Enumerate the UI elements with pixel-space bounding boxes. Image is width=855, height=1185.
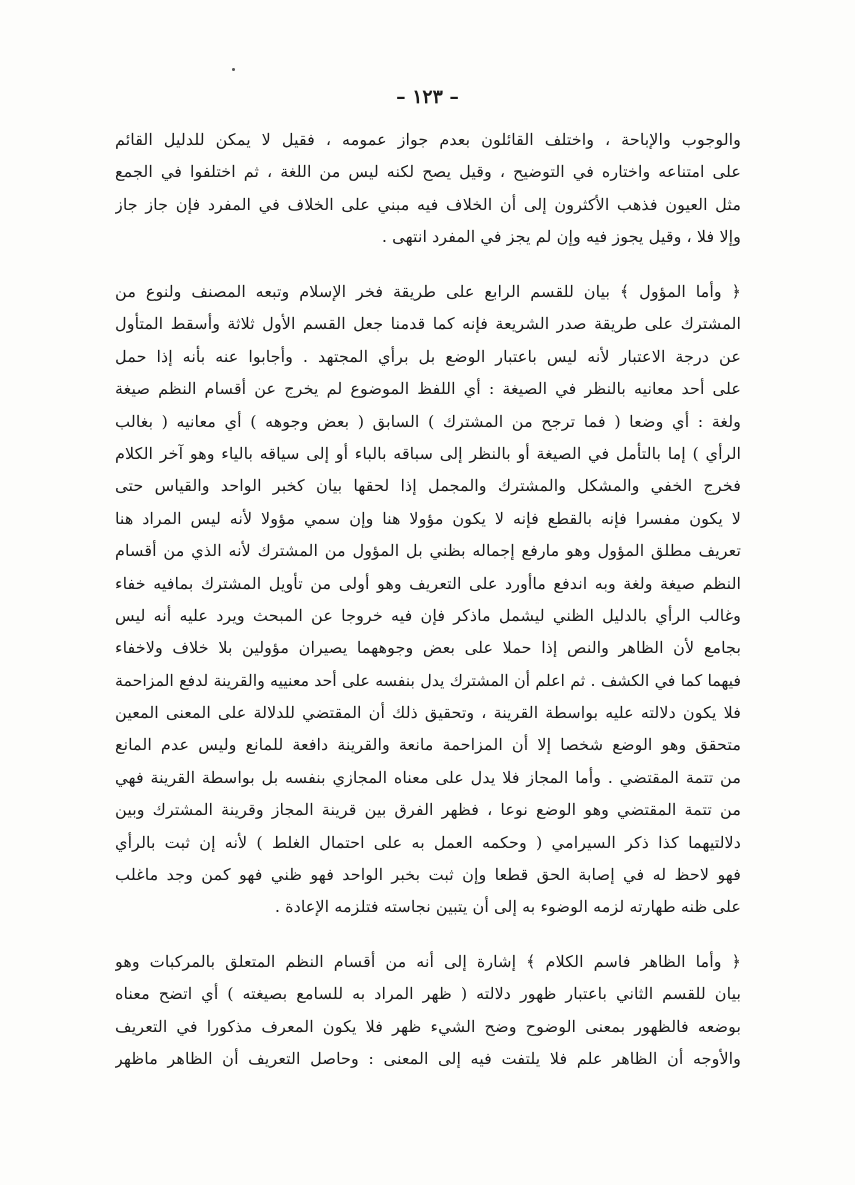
text-line: والوجوب والإباحة ، واختلف القائلون بعدم جواز عمومه ، فقيل لا يمكن للدليل القائم [115, 130, 741, 149]
text-line: وغالب الرأي بالدليل الظني ليشمل ماذكر فإن فيه خروجا عن المبحث ويرد عليه أنه ليس [115, 605, 741, 625]
text-line: على امتناعه واختاره في التوضيح ، وقيل يصح لكنه ليس من اللغة ، ثم اختلفوا في الجمع [115, 162, 741, 182]
paragraph-1 [115, 124, 741, 254]
text-line: فلا يكون دلالته عليه بواسطة القرينة ، وتحقيق ذلك أن المقتضي للدلالة على المعنى المعين [115, 703, 741, 723]
text-line: فخرج الخفي والمشكل والمشترك والمجمل إذا لحقها بيان كخبر الواحد والقياس حتى [115, 476, 741, 496]
text-line: والأوجه أن الظاهر علم فلا يلتفت فيه إلى المعنى : وحاصل التعريف أن الظاهر ماظهر [115, 1049, 741, 1069]
paragraph-2 [115, 276, 741, 924]
text-line: المشترك على طريقة صدر الشريعة فإنه كما قدمنا جعل القسم الأول ثلاثة وأسقط المتأول [115, 314, 741, 334]
text-line: على أحد معانيه بالنظر في الصيغة : أي اللفظ الموضوع لم يخرج عن أقسام النظم صيغة [115, 379, 741, 399]
text-line: بوضعه فالظهور بمعنى الوضوح وضح الشيء ظهر فلا يكون المعرف مذكورا في التعريف [115, 1016, 741, 1036]
text-line: الرأي ) إما بالتأمل في الصيغة أو بالنظر إلى سباقه بالباء أو إلى سياقه بالياء وهو آخر الكلام [115, 443, 741, 463]
text-line: فيهما كما في الكشف . ثم اعلم أن المشترك يدل بنفسه على أحد معنييه والقرينة لدفع المزاحمة [115, 670, 741, 690]
text-line: ﴿ وأما المؤول ﴾ بيان للقسم الرابع على طريقة فخر الإسلام وتبعه المصنف ولنوع من [115, 282, 741, 301]
text-line: على ظنه طهارته لزمه الوضوء به إلى أن يتبين نجاسته فتلزمه الإعادة . [274, 897, 741, 917]
text-line: فهو لاحظ له في إصابة الحق قطعا وإن ثبت بخبر الواحد فهو ظني فهو كمن وجد ماغلب [115, 865, 741, 885]
text-line: عن درجة الاعتبار لأنه ليس باعتبار الوضع بل برأي المجتهد . وأجابوا عنه بأنه إذا حمل [115, 346, 741, 366]
paragraph-3 [115, 946, 741, 1076]
text-line: من تتمة المقتضي وهو الوضع نوعا ، فظهر الفرق بين قرينة المجاز وقرينة المشترك وبين [115, 800, 741, 820]
text-line: ولغة : أي وضعا ( فما ترجح من المشترك ) السابق ( بعض وجوهه ) أي معانيه ( بغالب [115, 411, 741, 431]
text-line: من تتمة المقتضي . وأما المجاز فلا يدل على معناه المجازي بنفسه بل بواسطة القرينة فهي [115, 767, 741, 787]
text-line: تعريف مطلق المؤول وهو مارفع إجماله بظني بل المؤول من المشترك لأنه الذي من أقسام [115, 541, 741, 561]
text-line: النظم صيغة ولغة وبه اندفع ماأورد على التعريف وهو أولى من تأويل المشترك بمافيه خفاء [115, 573, 741, 593]
text-line: ﴿ وأما الظاهر فاسم الكلام ﴾ إشارة إلى أنه من أقسام النظم المتعلق بالمركبات وهو [115, 952, 741, 971]
ink-speck [232, 68, 235, 71]
text-line: بجامع لأن الظاهر والنص إذا حملا على بعض وجوههما يصيران مؤولين بلا خلاف ولاخفاء [115, 638, 741, 658]
text-line: لا يكون مفسرا فإنه بالقطع فإنه لا يكون مؤولا هنا وإن سمي مؤولا لأنه ليس المراد هنا [115, 508, 741, 528]
text-line: دلالتيهما كذا ذكر السيرامي ( وحكمه العمل به على احتمال الغلط ) لأنه إن ثبت بالرأي [115, 832, 741, 852]
text-line: بيان للقسم الثاني باعتبار ظهور دلالته ( ظهر المراد به للسامع بصيغته ) أي اتضح معناه [115, 984, 741, 1004]
text-line: متحقق وهو الوضع شخصا إلا أن المزاحمة مانعة والقرينة دافعة للمانع وليس عدم المانع [115, 735, 741, 755]
text-line: وإلا فلا ، وقيل يجوز فيه وإن لم يجز في المفرد انتهى . [381, 227, 741, 247]
text-line: مثل العيون فذهب الأكثرون إلى أن الخلاف فيه مبني على الخلاف في المفرد فإن جاز جاز [115, 194, 741, 214]
page-number: – ١٢٣ – [396, 86, 459, 108]
